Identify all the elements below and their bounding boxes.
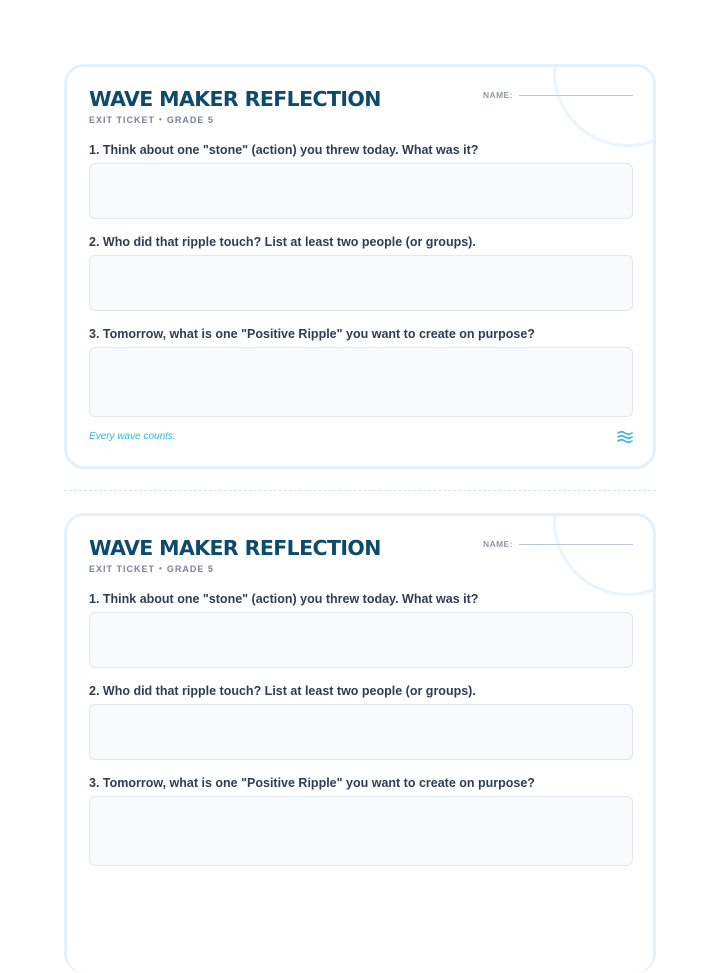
- subtitle-grade: GRADE 5: [166, 115, 214, 125]
- question-1: 1. Think about one "stone" (action) you threw today. What was it?: [89, 143, 479, 157]
- name-write-line[interactable]: [519, 95, 633, 96]
- subtitle-separator: •: [159, 115, 163, 124]
- ticket-title: WAVE MAKER REFLECTION: [89, 536, 381, 560]
- wave-icon: [617, 430, 633, 444]
- answer-box-1[interactable]: [89, 612, 633, 668]
- exit-ticket-card-1: [64, 64, 656, 469]
- cut-line-divider: [64, 490, 656, 491]
- subtitle-separator: •: [159, 564, 163, 573]
- exit-ticket-card-2: [64, 513, 656, 973]
- ticket-title: WAVE MAKER REFLECTION: [89, 87, 381, 111]
- footer-tagline: Every wave counts.: [89, 431, 176, 442]
- question-1: 1. Think about one "stone" (action) you threw today. What was it?: [89, 592, 479, 606]
- name-label: NAME:: [483, 90, 513, 100]
- answer-box-3[interactable]: [89, 796, 633, 866]
- answer-box-2[interactable]: [89, 255, 633, 311]
- subtitle-exit-ticket: EXIT TICKET: [89, 564, 156, 574]
- question-3: 3. Tomorrow, what is one "Positive Ripple" you want to create on purpose?: [89, 327, 535, 341]
- answer-box-2[interactable]: [89, 704, 633, 760]
- answer-box-3[interactable]: [89, 347, 633, 417]
- decorative-ripple-circle: [553, 64, 656, 147]
- answer-box-1[interactable]: [89, 163, 633, 219]
- question-2: 2. Who did that ripple touch? List at least two people (or groups).: [89, 235, 476, 249]
- question-3: 3. Tomorrow, what is one "Positive Ripple" you want to create on purpose?: [89, 776, 535, 790]
- subtitle-grade: GRADE 5: [166, 564, 214, 574]
- ticket-subtitle: [89, 115, 214, 125]
- name-write-line[interactable]: [519, 544, 633, 545]
- ticket-subtitle: [89, 564, 214, 574]
- name-label: NAME:: [483, 539, 513, 549]
- subtitle-exit-ticket: EXIT TICKET: [89, 115, 156, 125]
- decorative-ripple-circle: [553, 513, 656, 596]
- question-2: 2. Who did that ripple touch? List at least two people (or groups).: [89, 684, 476, 698]
